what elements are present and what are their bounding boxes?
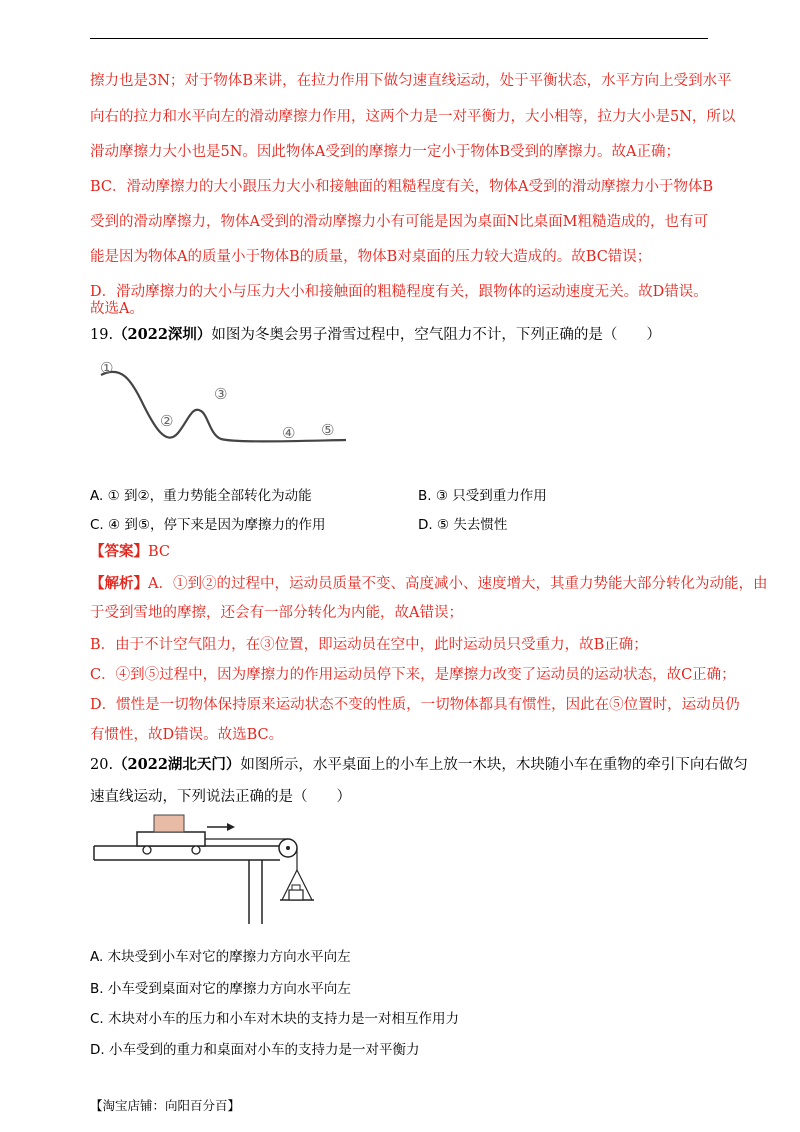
footer-shop-label: 【淘宝店铺：向阳百分百】 (90, 1098, 241, 1113)
answer-value: BC (148, 544, 171, 560)
q20-option-c[interactable]: C. 木块对小车的压力和小车对木块的支持力是一对相互作用力 (90, 1011, 460, 1027)
q19-analysis-line-3: B．由于不计空气阻力，在③位置，即运动员在空中，此时运动员只受重力，故B正确； (90, 637, 648, 653)
answer-tag: 【答案】 (90, 543, 148, 560)
q19-analysis-line-4: C．④到⑤过程中，因为摩擦力的作用运动员停下来，是摩擦力改变了运动员的运动状态，故C正确； (90, 667, 736, 683)
analysis-tag: 【解析】 (90, 575, 148, 592)
question-19-stem (90, 324, 661, 346)
header-rule (90, 38, 708, 39)
q20-option-a[interactable]: A. 木块受到小车对它的摩擦力方向水平向左 (90, 949, 351, 965)
solution-line-7: D．滑动摩擦力的大小与压力大小和接触面的粗糙程度有关，跟物体的运动速度无关。故D错误。 (90, 284, 708, 300)
q19-option-a[interactable]: A. ① 到②，重力势能全部转化为动能 (90, 488, 312, 504)
question-20-stem-line-2: 速直线运动，下列说法正确的是（ ） (90, 789, 351, 805)
question-text: 如图所示，水平桌面上的小车上放一木块，木块随小车在重物的牵引下向右做匀 (240, 757, 748, 773)
question-text: 如图为冬奥会男子滑雪过程中，空气阻力不计，下列正确的是（ ） (211, 327, 661, 343)
q19-analysis-line-5: D．惯性是一切物体保持原来运动状态不变的性质，一切物体都具有惯性，因此在⑤位置时，运动员仍 (90, 697, 740, 713)
solution-line-3: 滑动摩擦力大小也是5N。因此物体A受到的摩擦力一定小于物体B受到的摩擦力。故A正确； (90, 144, 681, 160)
question-number: 20. (90, 757, 114, 773)
q19-analysis-line-6: 有惯性，故D错误。故选BC。 (90, 727, 284, 743)
solution-conclusion: 故选A。 (90, 301, 144, 317)
q19-analysis-line-1 (90, 573, 767, 595)
q19-analysis-line-2: 于受到雪地的摩擦，还会有一部分转化为内能，故A错误； (90, 605, 463, 621)
position-2-label: ② (160, 412, 174, 430)
solution-line-4: BC．滑动摩擦力的大小跟压力大小和接触面的粗糙程度有关，物体A受到的滑动摩擦力小于物体B (90, 179, 714, 195)
solution-line-5: 受到的滑动摩擦力，物体A受到的滑动摩擦力小有可能是因为桌面N比桌面M粗糙造成的，也有可 (90, 214, 709, 230)
q20-option-b[interactable]: B. 小车受到桌面对它的摩擦力方向水平向左 (90, 981, 351, 997)
q19-option-b[interactable]: B. ③ 只受到重力作用 (418, 488, 547, 504)
question-source: （2022深圳） (113, 326, 212, 343)
solution-line-8 (90, 298, 710, 320)
solution-line-1: 擦力也是3N；对于物体B来讲，在拉力作用下做匀速直线运动，处于平衡状态，水平方向上受到水平 (90, 73, 732, 89)
question-number: 19. (90, 327, 114, 343)
solution-line-2: 向右的拉力和水平向左的滑动摩擦力作用，这两个力是一对平衡力，大小相等，拉力大小是5N，所以 (90, 109, 736, 125)
position-5-label: ⑤ (321, 421, 335, 439)
q20-option-d[interactable]: D. 小车受到的重力和桌面对小车的支持力是一对平衡力 (90, 1042, 420, 1058)
analysis-text: A．①到②的过程中，运动员质量不变、高度减小、速度增大，其重力势能大部分转化为动能，由 (148, 576, 768, 592)
question-source: （2022湖北天门） (113, 756, 241, 773)
q19-answer (90, 541, 170, 563)
q19-option-d[interactable]: D. ⑤ 失去惯性 (418, 517, 508, 533)
position-1-label: ① (100, 359, 114, 377)
position-4-label: ④ (282, 424, 296, 442)
q19-option-c[interactable]: C. ④ 到⑤，停下来是因为摩擦力的作用 (90, 517, 326, 533)
ski-slope-figure (96, 355, 356, 455)
question-20-stem-line-1 (90, 754, 748, 776)
cart-pulley-figure (92, 812, 322, 932)
position-3-label: ③ (214, 385, 228, 403)
solution-line-6: 能是因为物体A的质量小于物体B的质量，物体B对桌面的压力较大造成的。故BC错误； (90, 249, 652, 265)
